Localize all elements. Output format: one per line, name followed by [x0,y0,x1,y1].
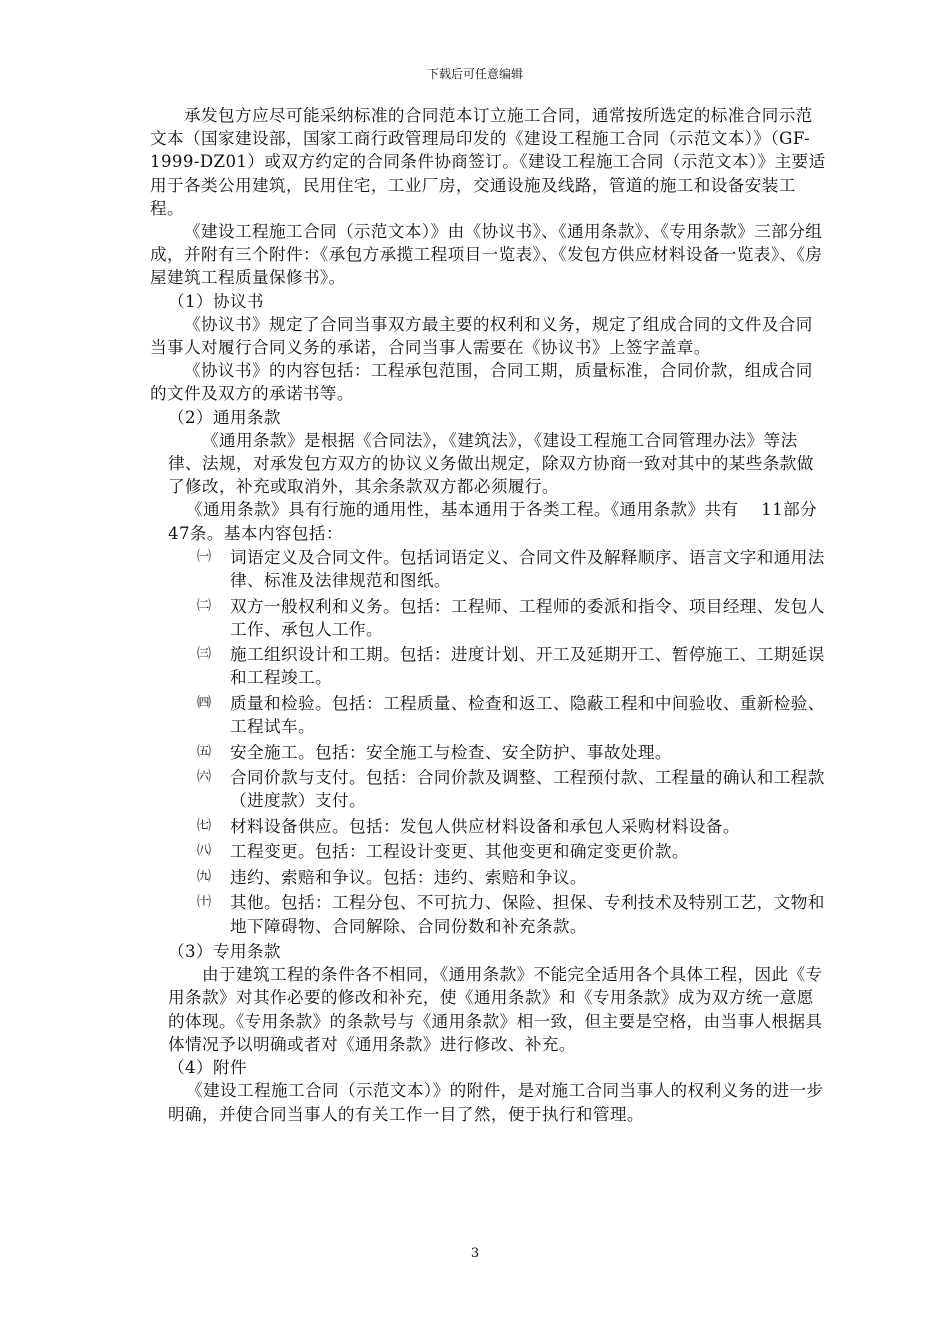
document-body [150,104,826,1126]
item-text: 施工组织设计和工期。包括：进度计划、开工及延期开工、暂停施工、工期延误和工程竣工。 [230,645,825,688]
heading-agreement: （1）协议书 [168,291,264,311]
page-number: 3 [470,1246,480,1261]
item-number: ㈩ [197,894,212,911]
item-text: 合同价款与支付。包括：合同价款及调整、工程预付款、工程量的确认和工程款（进度款）支付。 [230,768,825,811]
item-number: ㈥ [197,769,212,786]
item-number: ㈦ [197,817,212,834]
item-number: ㈢ [197,646,212,663]
general-terms-list [150,546,826,938]
item-text: 词语定义及合同文件。包括词语定义、合同文件及解释顺序、语言文字和通用法律、标准及法律规范和图纸。 [230,547,825,591]
list-item [150,595,826,641]
header-note: 下载后可任意编辑 [426,67,523,81]
heading-general-terms: （2）通用条款 [168,407,281,427]
item-text: 安全施工。包括：安全施工与检查、安全防护、事故处理。 [230,742,672,762]
item-text: 违约、索赔和争议。包括：违约、索赔和争议。 [230,867,587,887]
list-item [150,741,826,764]
paragraph-general-terms-basis: 《通用条款》是根据《合同法》，《建筑法》，《建设工程施工合同管理办法》等法律、法规，对承发包方双方的协议义务做出规定，除双方协商一致对其中的某些条款做了修改，补充或取消外，其余条款双方都必须履行。 [168,430,814,497]
heading-special-terms: （3）专用条款 [168,942,281,962]
heading-attachments: （4）附件 [168,1058,247,1078]
list-item [150,766,826,812]
item-number: ㈠ [197,548,212,565]
paragraph-special-terms: 由于建筑工程的条件各不相同，《通用条款》不能完全适用各个具体工程，因此《专用条款》对其作必要的修改和补充，使《通用条款》和《专用条款》成为双方统一意愿的体现。《专用条款》的条款号与《通用条款》相一致，但主要是空格，由当事人根据具体情况予以明确或者对《通用条款》进行修改、补充。 [168,965,823,1054]
item-number: ㈤ [197,743,212,760]
item-text: 工程变更。包括：工程设计变更、其他变更和确定变更价款。 [230,842,689,862]
item-number: ㈧ [197,843,212,860]
item-text: 其他。包括：工程分包、不可抗力、保险、担保、专利技术及特别工艺，文物和地下障碍物、合同解除、合同份数和补充条款。 [230,893,825,936]
item-number: ㈨ [197,868,212,885]
list-item [150,643,826,689]
paragraph-agreement-content: 《协议书》的内容包括：工程承包范围，合同工期，质量标准，合同价款，组成合同的文件及双方的承诺书等。 [150,361,813,404]
paragraph-composition: 《建设工程施工合同（示范文本）》由《协议书》、《通用条款》、《专用条款》三部分组成，并附有三个附件：《承包方承揽工程项目一览表》、《发包方供应材料设备一览表》、《房屋建筑工程质量保修书》。 [150,222,823,288]
list-item [150,891,826,937]
item-text: 材料设备供应。包括：发包人供应材料设备和承包人采购材料设备。 [230,816,740,836]
list-item [150,866,826,889]
item-text: 双方一般权利和义务。包括：工程师、工程师的委派和指令、项目经理、发包人工作、承包人工作。 [230,596,825,639]
paragraph-general-terms-scope: 《通用条款》具有行施的通用性，基本通用于各类工程。《通用条款》共有 11部分47条。基本内容包括： [168,500,818,543]
item-number: ㈣ [197,694,212,711]
list-item [150,815,826,838]
paragraph-agreement-rights: 《协议书》规定了合同当事双方最主要的权利和义务，规定了组成合同的文件及合同当事人对履行合同义务的承诺，合同当事人需要在《协议书》上签字盖章。 [150,314,813,358]
list-item [150,546,826,592]
list-item [150,840,826,863]
item-number: ㈡ [197,597,212,614]
item-text: 质量和检验。包括：工程质量、检查和返工、隐蔽工程和中间验收、重新检验、工程试车。 [230,693,825,737]
list-item [150,692,826,738]
paragraph-intro: 承发包方应尽可能采纳标准的合同范本订立施工合同，通常按所选定的标准合同示范文本（国家建设部，国家工商行政管理局印发的《建设工程施工合同（示范文本）》（GF-1999-DZ01）或双方约定的合同条件协商签订。《建设工程施工合同（示范文本）》主要适用于各类公用建筑，民用住宅，工业厂房，交通设施及线路，管道的施工和设备安装工程。 [150,106,826,218]
paragraph-attachments: 《建设工程施工合同（示范文本）》的附件，是对施工合同当事人的权利义务的进一步明确，并使合同当事人的有关工作一目了然，便于执行和管理。 [168,1081,824,1124]
